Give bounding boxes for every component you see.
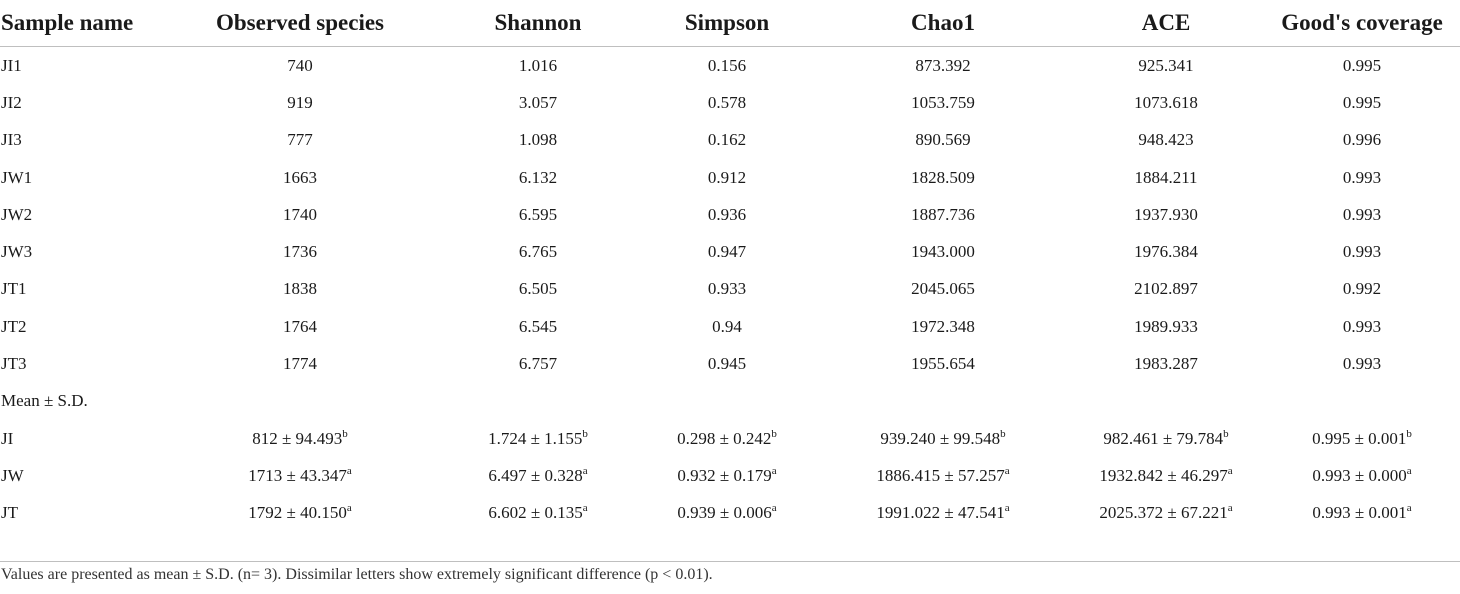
value-cell: 1976.384 (1134, 242, 1198, 262)
value-cell: 0.993 (1342, 242, 1382, 262)
table-row (0, 159, 1460, 196)
mean-value-cell (636, 420, 818, 457)
mean-value: 982.461 ± 79.784 (1103, 428, 1224, 448)
header-ace: ACE (1068, 0, 1264, 47)
value-cell: 1989.933 (1134, 316, 1198, 336)
mean-value-cell (1068, 457, 1264, 494)
value-cell: 2045.065 (911, 279, 975, 299)
significance-letter: b (771, 427, 777, 440)
table-body (0, 47, 1460, 532)
value-cell: 1740 (283, 204, 317, 224)
group-name-cell: JT (1, 503, 18, 523)
value-cell: 1887.736 (911, 204, 975, 224)
value-cell: 0.993 (1342, 167, 1382, 187)
mean-value: 812 ± 94.493 (252, 428, 343, 448)
significance-letter: a (771, 464, 777, 477)
value-cell: 1983.287 (1134, 354, 1198, 374)
table-footnote: Values are presented as mean ± S.D. (n= 3). Dissimilar letters show extremely significant difference (p < 0.01). (1, 566, 713, 583)
significance-letter: b (342, 427, 348, 440)
table-row (0, 122, 1460, 159)
value-cell: 6.545 (518, 316, 558, 336)
significance-letter: a (1406, 464, 1412, 477)
value-cell: 0.993 (1342, 204, 1382, 224)
value-cell: 1.098 (518, 130, 558, 150)
value-cell: 0.933 (707, 279, 747, 299)
mean-value-cell (818, 457, 1068, 494)
mean-value-cell (440, 457, 636, 494)
value-cell: 1937.930 (1134, 204, 1198, 224)
value-cell: 777 (287, 130, 313, 150)
significance-letter: b (1223, 427, 1229, 440)
mean-value: 1792 ± 40.150 (248, 503, 347, 523)
value-cell: 0.996 (1342, 130, 1382, 150)
value-cell: 1943.000 (911, 242, 975, 262)
significance-letter: a (582, 502, 588, 515)
value-cell: 1.016 (518, 55, 558, 75)
value-cell: 6.505 (518, 279, 558, 299)
significance-letter: a (771, 502, 777, 515)
value-cell: 0.993 (1342, 354, 1382, 374)
mean-value-cell (160, 457, 440, 494)
value-cell: 0.995 (1342, 55, 1382, 75)
significance-letter: a (1227, 464, 1233, 477)
value-cell: 890.569 (915, 130, 971, 150)
value-cell: 1838 (283, 279, 317, 299)
value-cell: 6.595 (518, 204, 558, 224)
mean-row (0, 457, 1460, 494)
table-row (0, 271, 1460, 308)
table-row (0, 308, 1460, 345)
value-cell: 6.765 (518, 242, 558, 262)
sample-name-cell: JT1 (1, 279, 27, 299)
value-cell: 2102.897 (1134, 279, 1198, 299)
mean-value-cell (1068, 420, 1264, 457)
header-chao1: Chao1 (818, 0, 1068, 47)
significance-letter: a (1004, 502, 1010, 515)
table-row (0, 233, 1460, 270)
significance-letter: a (582, 464, 588, 477)
value-cell: 0.578 (707, 92, 747, 112)
table-row (0, 196, 1460, 233)
header-sample-name: Sample name (0, 0, 160, 47)
mean-value: 6.602 ± 0.135 (488, 503, 583, 523)
mean-value: 6.497 ± 0.328 (488, 465, 583, 485)
mean-value: 0.298 ± 0.242 (677, 428, 772, 448)
sample-name-cell: JW1 (1, 167, 33, 187)
sample-name-cell: JT3 (1, 354, 27, 374)
value-cell: 6.757 (518, 354, 558, 374)
sample-name-cell: JT2 (1, 316, 27, 336)
value-cell: 0.992 (1342, 279, 1382, 299)
value-cell: 0.995 (1342, 92, 1382, 112)
mean-value-cell (440, 495, 636, 532)
sample-name-cell: JW2 (1, 204, 33, 224)
mean-value-cell (440, 420, 636, 457)
significance-letter: a (346, 464, 352, 477)
mean-value: 1932.842 ± 46.297 (1099, 465, 1228, 485)
value-cell: 1774 (283, 354, 317, 374)
value-cell: 0.912 (707, 167, 747, 187)
value-cell: 0.156 (707, 55, 747, 75)
mean-value: 1991.022 ± 47.541 (876, 503, 1005, 523)
sample-name-cell: JW3 (1, 242, 33, 262)
mean-value: 939.240 ± 99.548 (880, 428, 1001, 448)
mean-label: Mean ± S.D. (1, 391, 88, 411)
value-cell: 0.936 (707, 204, 747, 224)
significance-letter: b (1406, 427, 1412, 440)
significance-letter: a (1004, 464, 1010, 477)
header-row (0, 0, 1460, 47)
table-row (0, 84, 1460, 121)
value-cell: 948.423 (1138, 130, 1194, 150)
mean-value-cell (1264, 457, 1460, 494)
mean-value: 2025.372 ± 67.221 (1099, 503, 1228, 523)
value-cell: 1828.509 (911, 167, 975, 187)
mean-value: 0.932 ± 0.179 (677, 465, 772, 485)
mean-row (0, 420, 1460, 457)
value-cell: 1764 (283, 316, 317, 336)
value-cell: 1736 (283, 242, 317, 262)
mean-value-cell (818, 495, 1068, 532)
value-cell: 3.057 (518, 92, 558, 112)
value-cell: 1972.348 (911, 316, 975, 336)
value-cell: 0.94 (712, 316, 742, 336)
mean-value-cell (1068, 495, 1264, 532)
mean-value-cell (818, 420, 1068, 457)
mean-value: 0.993 ± 0.000 (1312, 465, 1407, 485)
header-observed-species: Observed species (160, 0, 440, 47)
mean-value: 1713 ± 43.347 (248, 465, 347, 485)
value-cell: 1663 (283, 167, 317, 187)
header-goods-coverage: Good's coverage (1264, 0, 1460, 47)
mean-value: 0.995 ± 0.001 (1312, 428, 1407, 448)
mean-value: 0.939 ± 0.006 (677, 503, 772, 523)
value-cell: 1073.618 (1134, 92, 1198, 112)
sample-name-cell: JI2 (1, 92, 22, 112)
mean-value-cell (1264, 420, 1460, 457)
value-cell: 0.947 (707, 242, 747, 262)
header-simpson: Simpson (636, 0, 818, 47)
table-row (0, 345, 1460, 382)
value-cell: 873.392 (915, 55, 971, 75)
value-cell: 6.132 (518, 167, 558, 187)
value-cell: 1955.654 (911, 354, 975, 374)
mean-value: 0.993 ± 0.001 (1312, 503, 1407, 523)
value-cell: 0.162 (707, 130, 747, 150)
significance-letter: a (1227, 502, 1233, 515)
significance-letter: a (346, 502, 352, 515)
table-row (0, 47, 1460, 85)
mean-value-cell (1264, 495, 1460, 532)
sample-name-cell: JI1 (1, 55, 22, 75)
mean-value: 1886.415 ± 57.257 (876, 465, 1005, 485)
significance-letter: a (1406, 502, 1412, 515)
value-cell: 925.341 (1138, 55, 1194, 75)
bottom-rule (0, 561, 1460, 562)
group-name-cell: JI (1, 428, 14, 448)
mean-row (0, 495, 1460, 532)
value-cell: 740 (287, 55, 313, 75)
mean-value: 1.724 ± 1.155 (488, 428, 583, 448)
mean-value-cell (160, 495, 440, 532)
mean-value-cell (636, 495, 818, 532)
mean-value-cell (160, 420, 440, 457)
value-cell: 1884.211 (1134, 167, 1198, 187)
value-cell: 919 (287, 92, 313, 112)
value-cell: 1053.759 (911, 92, 975, 112)
sample-name-cell: JI3 (1, 130, 22, 150)
significance-letter: b (1000, 427, 1006, 440)
value-cell: 0.945 (707, 354, 747, 374)
significance-letter: b (582, 427, 588, 440)
value-cell: 0.993 (1342, 316, 1382, 336)
mean-label-row (0, 383, 1460, 420)
header-shannon: Shannon (440, 0, 636, 47)
mean-value-cell (636, 457, 818, 494)
group-name-cell: JW (1, 465, 24, 485)
